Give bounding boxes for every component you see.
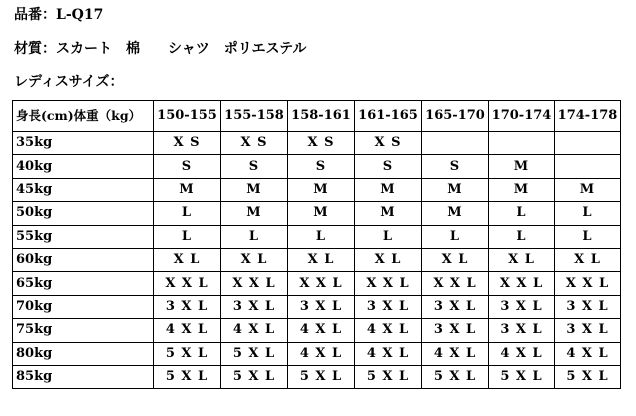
size-cell: M (355, 202, 422, 225)
size-cell: X X L (489, 272, 555, 295)
size-cell: S (154, 155, 221, 178)
weight-cell: 55kg (13, 225, 154, 248)
table-row (13, 272, 621, 295)
size-cell: 4 X L (555, 342, 621, 365)
size-cell: L (489, 225, 555, 248)
size-cell: M (422, 202, 489, 225)
size-cell: M (221, 178, 288, 201)
size-cell: 3 X L (555, 295, 621, 318)
size-cell: X S (288, 132, 355, 155)
size-cell: 4 X L (489, 342, 555, 365)
size-cell: L (555, 225, 621, 248)
table-row (13, 178, 621, 201)
size-cell: L (221, 225, 288, 248)
size-cell: X X L (422, 272, 489, 295)
table-row (13, 132, 621, 155)
size-cell: 4 X L (221, 319, 288, 342)
size-cell: X S (355, 132, 422, 155)
size-cell: X X L (154, 272, 221, 295)
height-range-header: 174-178 (555, 101, 621, 132)
size-cell: 3 X L (489, 319, 555, 342)
size-cell: X L (355, 248, 422, 271)
weight-cell: 85kg (13, 365, 154, 388)
size-cell: 5 X L (288, 365, 355, 388)
size-cell (555, 155, 621, 178)
size-cell: X S (154, 132, 221, 155)
size-cell (489, 132, 555, 155)
size-cell: 4 X L (288, 319, 355, 342)
size-cell: M (489, 178, 555, 201)
size-cell: 3 X L (422, 295, 489, 318)
size-cell: S (422, 155, 489, 178)
size-cell: M (154, 178, 221, 201)
size-cell: L (154, 225, 221, 248)
size-cell: 4 X L (422, 342, 489, 365)
product-number: 品番：L-Q17 (14, 7, 104, 23)
weight-cell: 70kg (13, 295, 154, 318)
size-cell: 4 X L (355, 342, 422, 365)
height-range-header: 155-158 (221, 101, 288, 132)
table-row (13, 295, 621, 318)
weight-cell: 75kg (13, 319, 154, 342)
height-range-header: 150-155 (154, 101, 221, 132)
size-table-body (13, 132, 621, 389)
size-cell: 5 X L (154, 365, 221, 388)
size-cell: 3 X L (555, 319, 621, 342)
size-cell: M (422, 178, 489, 201)
size-cell: 3 X L (355, 295, 422, 318)
table-row (13, 365, 621, 388)
size-cell: M (489, 155, 555, 178)
size-cell: X X L (555, 272, 621, 295)
height-range-header: 161-165 (355, 101, 422, 132)
size-cell: 5 X L (489, 365, 555, 388)
size-cell: X L (422, 248, 489, 271)
size-cell (555, 132, 621, 155)
table-row (13, 155, 621, 178)
height-range-header: 170-174 (489, 101, 555, 132)
table-row (13, 225, 621, 248)
weight-cell: 60kg (13, 248, 154, 271)
size-cell (422, 132, 489, 155)
size-cell: L (489, 202, 555, 225)
size-cell: 5 X L (555, 365, 621, 388)
weight-cell: 45kg (13, 178, 154, 201)
table-row (13, 248, 621, 271)
size-cell: 4 X L (288, 342, 355, 365)
size-cell: X X L (221, 272, 288, 295)
size-cell: S (221, 155, 288, 178)
size-cell: X X L (288, 272, 355, 295)
size-cell: S (355, 155, 422, 178)
size-cell: X L (555, 248, 621, 271)
size-cell: 3 X L (154, 295, 221, 318)
weight-cell: 50kg (13, 202, 154, 225)
size-cell: X L (288, 248, 355, 271)
size-cell: 3 X L (288, 295, 355, 318)
corner-header: 身長(cm)体重（kg） (13, 101, 154, 132)
table-row (13, 202, 621, 225)
size-cell: 4 X L (355, 319, 422, 342)
size-cell: 5 X L (221, 365, 288, 388)
weight-cell: 35kg (13, 132, 154, 155)
size-cell: L (355, 225, 422, 248)
size-cell: L (288, 225, 355, 248)
size-cell: L (422, 225, 489, 248)
height-range-header: 165-170 (422, 101, 489, 132)
size-cell: L (154, 202, 221, 225)
table-header-row (13, 101, 621, 132)
size-cell: X L (154, 248, 221, 271)
size-cell: M (288, 178, 355, 201)
size-cell: 5 X L (154, 342, 221, 365)
weight-cell: 65kg (13, 272, 154, 295)
size-chart-table (12, 100, 621, 389)
size-cell: S (288, 155, 355, 178)
material-info: 材質：スカート 棉 シャツ ポリエステル (14, 41, 307, 57)
size-cell: 5 X L (355, 365, 422, 388)
size-cell: M (355, 178, 422, 201)
size-cell: L (555, 202, 621, 225)
size-cell: X L (489, 248, 555, 271)
size-cell: M (288, 202, 355, 225)
size-cell: 5 X L (422, 365, 489, 388)
table-row (13, 319, 621, 342)
ladies-size-label: レディスサイズ： (14, 74, 124, 90)
size-cell: X S (221, 132, 288, 155)
size-cell: 5 X L (221, 342, 288, 365)
size-cell: M (221, 202, 288, 225)
size-cell: 3 X L (422, 319, 489, 342)
size-cell: 4 X L (154, 319, 221, 342)
weight-cell: 40kg (13, 155, 154, 178)
size-cell: X L (221, 248, 288, 271)
table-row (13, 342, 621, 365)
size-cell: 3 X L (489, 295, 555, 318)
size-cell: X X L (355, 272, 422, 295)
height-range-header: 158-161 (288, 101, 355, 132)
size-cell: 3 X L (221, 295, 288, 318)
weight-cell: 80kg (13, 342, 154, 365)
size-cell: M (555, 178, 621, 201)
